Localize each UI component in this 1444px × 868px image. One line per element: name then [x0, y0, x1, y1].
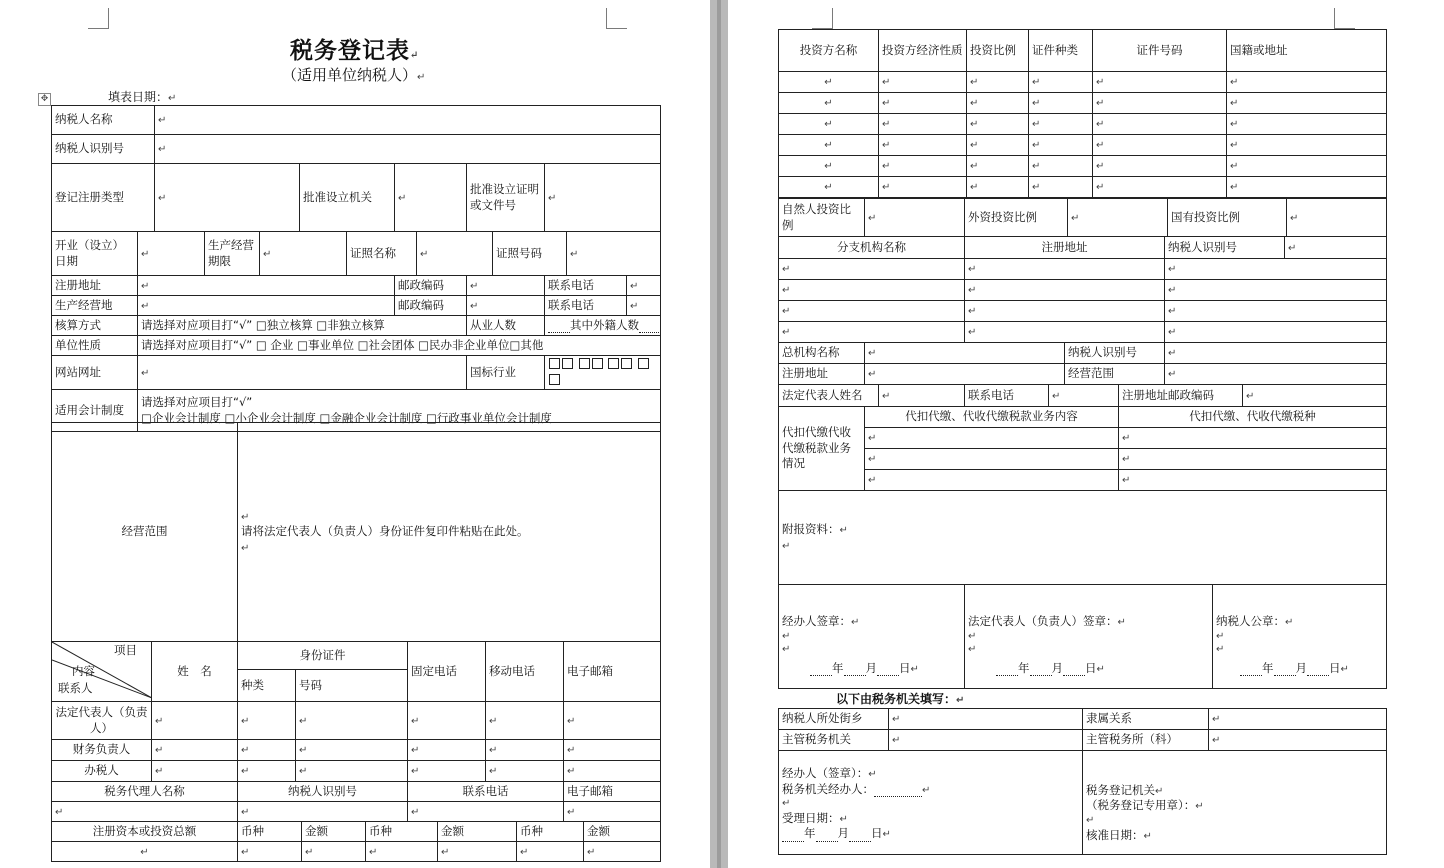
cert-type-cell[interactable]: ↵ [1029, 72, 1093, 93]
ratio-cell[interactable]: ↵ [967, 156, 1029, 177]
reg-type-field[interactable]: ↵ [155, 164, 300, 232]
website-field[interactable]: ↵ [138, 356, 467, 390]
withhold-content-header: 代扣代缴、代收代缴税款业务内容 [865, 407, 1119, 428]
reg-address-field[interactable]: ↵ [138, 276, 395, 296]
hq-id-field[interactable]: ↵ [1165, 343, 1387, 364]
finance-head-number[interactable]: ↵ [296, 740, 408, 761]
website-label: 网站网址 [52, 356, 138, 390]
econ-cell[interactable]: ↵ [879, 72, 967, 93]
legal-rep-email[interactable]: ↵ [564, 702, 661, 740]
tax-officer-fixed[interactable]: ↵ [408, 761, 486, 782]
cert-type-header: 证件种类 [1029, 30, 1093, 72]
branch-address-cell[interactable]: ↵ [965, 322, 1165, 343]
amount-label-3: 金额 [584, 822, 661, 842]
withhold-tax-header: 代扣代缴、代收代缴税种 [1119, 407, 1387, 428]
withhold-content-cell[interactable]: ↵ [865, 449, 1119, 470]
taxpayer-seal-block[interactable]: 纳税人公章：↵ ↵ ↵ 年 月 日↵ [1213, 585, 1387, 689]
currency-field-1[interactable]: ↵ [238, 842, 302, 862]
op-postcode-field[interactable]: ↵ [467, 296, 545, 316]
legal-rep-table [778, 384, 1387, 407]
cert-type-cell[interactable]: ↵ [1029, 177, 1093, 198]
acc-system-prompt: 请选择对应项目打“√” [141, 395, 253, 410]
name-header: 姓 名 [152, 642, 238, 702]
currency-label-2: 币种 [366, 822, 438, 842]
finance-head-fixed[interactable]: ↵ [408, 740, 486, 761]
reg-phone-label: 联系电话 [545, 276, 627, 296]
branch-table [778, 236, 1387, 343]
scope-label: 经营范围 [52, 423, 238, 642]
open-date-field[interactable]: ↵ [138, 232, 205, 276]
op-phone-field[interactable]: ↵ [627, 296, 661, 316]
investor-cell[interactable]: ↵ [779, 114, 879, 135]
reg-type-label: 登记注册类型 [52, 164, 155, 232]
fixed-phone-header: 固定电话 [408, 642, 486, 702]
legal-rep-name[interactable]: ↵ [152, 702, 238, 740]
table-row [779, 259, 1387, 280]
finance-head-label: 财务负责人 [52, 740, 152, 761]
cert-no-cell[interactable]: ↵ [1093, 135, 1227, 156]
branch-name-header: 分支机构名称 [779, 237, 965, 259]
currency-label-1: 币种 [238, 822, 302, 842]
op-address-field[interactable]: ↵ [138, 296, 395, 316]
cert-no-cell[interactable]: ↵ [1093, 72, 1227, 93]
acc-system-choices[interactable]: □企业会计制度 □小企业会计制度 □金融企业会计制度 □行政事业单位会计制度 [141, 410, 552, 425]
legal-sign-block[interactable]: 法定代表人（负责人）签章：↵ ↵ ↵ 年 月 日↵ [965, 585, 1213, 689]
tax-officer-kind[interactable]: ↵ [238, 761, 296, 782]
investment-ratio-table [778, 198, 1387, 237]
tax-officer-name[interactable]: ↵ [152, 761, 238, 782]
attachments-table [778, 490, 1387, 689]
nationality-cell[interactable]: ↵ [1227, 93, 1387, 114]
nationality-cell[interactable]: ↵ [1227, 156, 1387, 177]
legal-rep-name-label: 法定代表人姓名 [779, 385, 879, 407]
tax-authority-field[interactable]: ↵ [889, 730, 1083, 751]
cert-name-field[interactable]: ↵ [417, 232, 493, 276]
table-row [779, 470, 1387, 491]
registration-table-persons [51, 422, 661, 822]
id-paste-area[interactable]: ↵ 请将法定代表人（负责人）身份证件复印件粘贴在此处。 ↵ [238, 423, 661, 642]
id-number-header: 号码 [296, 670, 408, 702]
amount-label-2: 金额 [438, 822, 517, 842]
accounting-options[interactable]: 请选择对应项目打“√” □独立核算 □非独立核算 [138, 316, 467, 336]
branch-id-cell[interactable]: ↵ [1165, 301, 1387, 322]
finance-head-email[interactable]: ↵ [564, 740, 661, 761]
branch-address-header: 注册地址 [965, 237, 1165, 259]
tax-officer-email[interactable]: ↵ [564, 761, 661, 782]
nationality-header: 国籍或地址 [1227, 30, 1387, 72]
agent-id-field[interactable]: ↵ [238, 802, 408, 822]
diag-content-label: 内容 [72, 664, 95, 678]
hq-scope-label: 经营范围 [1065, 364, 1165, 385]
foreign-ratio-field[interactable]: ↵ [1068, 199, 1168, 237]
foreign-ratio-label: 外资投资比例 [965, 199, 1068, 237]
op-address-label: 生产经营地 [52, 296, 138, 316]
industry-code-boxes[interactable] [545, 356, 661, 390]
move-handle-icon[interactable]: ✥ [38, 93, 51, 106]
taxpayer-name-label: 纳税人名称 [52, 106, 155, 135]
page-corner-mark [88, 8, 109, 29]
state-ratio-label: 国有投资比例 [1168, 199, 1287, 237]
form-subtitle: （适用单位纳税人）↵ [282, 66, 426, 84]
approval-doc-field[interactable]: ↵ [545, 164, 661, 232]
form-title: 税务登记表↵ [290, 37, 420, 64]
capital-field[interactable]: ↵ [52, 842, 238, 862]
legal-rep-number[interactable]: ↵ [296, 702, 408, 740]
currency-field-2[interactable]: ↵ [366, 842, 438, 862]
tax-office-table [778, 708, 1387, 855]
reg-address-label: 注册地址 [52, 276, 138, 296]
nationality-cell[interactable]: ↵ [1227, 177, 1387, 198]
reg-postcode-label: 注册地址邮政编码 [1119, 385, 1243, 407]
legal-rep-label: 法定代表人（负责人） [52, 702, 152, 740]
tax-office-field[interactable]: ↵ [1209, 730, 1387, 751]
investor-cell[interactable]: ↵ [779, 72, 879, 93]
branch-id-extra[interactable]: ↵ [1285, 237, 1387, 259]
street-label: 纳税人所处街乡 [779, 709, 889, 730]
approval-org-label: 批准设立机关 [300, 164, 395, 232]
agent-email-label: 电子邮箱 [564, 782, 661, 802]
branch-id-cell[interactable]: ↵ [1165, 280, 1387, 301]
branch-name-cell[interactable]: ↵ [779, 322, 965, 343]
amount-field-3[interactable]: ↵ [584, 842, 661, 862]
table-row [779, 93, 1387, 114]
econ-cell[interactable]: ↵ [879, 156, 967, 177]
cert-type-cell[interactable]: ↵ [1029, 156, 1093, 177]
legal-rep-name-field[interactable]: ↵ [879, 385, 965, 407]
reg-postcode-label: 邮政编码 [395, 276, 467, 296]
hq-scope-field[interactable]: ↵ [1165, 364, 1387, 385]
nationality-cell[interactable]: ↵ [1227, 135, 1387, 156]
unit-nature-options[interactable]: 请选择对应项目打“√” □ 企业 □事业单位 □社会团体 □民办非企业单位□其他 [138, 336, 661, 356]
branch-name-cell[interactable]: ↵ [779, 259, 965, 280]
investor-table [778, 29, 1387, 198]
tax-authority-label: 主管税务机关 [779, 730, 889, 751]
legal-rep-mobile[interactable]: ↵ [486, 702, 564, 740]
reg-postcode-field[interactable]: ↵ [1243, 385, 1387, 407]
withhold-tax-cell[interactable]: ↵ [1119, 428, 1387, 449]
employees-label: 从业人数 [467, 316, 545, 336]
legal-rep-fixed[interactable]: ↵ [408, 702, 486, 740]
currency-label-3: 币种 [517, 822, 584, 842]
state-ratio-field[interactable]: ↵ [1287, 199, 1387, 237]
ratio-header: 投资比例 [967, 30, 1029, 72]
nationality-cell[interactable]: ↵ [1227, 114, 1387, 135]
taxpayer-name-field[interactable]: ↵ [155, 106, 661, 135]
ratio-cell[interactable]: ↵ [967, 72, 1029, 93]
hq-address-label: 注册地址 [779, 364, 865, 385]
withhold-label: 代扣代缴代收代缴税款业务情况 [779, 407, 865, 491]
amount-field-2[interactable]: ↵ [438, 842, 517, 862]
branch-address-cell[interactable]: ↵ [965, 301, 1165, 322]
branch-address-cell[interactable]: ↵ [965, 280, 1165, 301]
investor-cell[interactable]: ↵ [779, 135, 879, 156]
finance-head-kind[interactable]: ↵ [238, 740, 296, 761]
table-row [779, 156, 1387, 177]
withholding-table [778, 406, 1387, 491]
page-corner-mark [1334, 8, 1355, 29]
econ-cell[interactable]: ↵ [879, 93, 967, 114]
table-row [779, 449, 1387, 470]
cert-no-cell[interactable]: ↵ [1093, 93, 1227, 114]
agent-name-label: 税务代理人名称 [52, 782, 238, 802]
branch-id-header: 纳税人识别号 [1165, 237, 1285, 259]
hq-address-field[interactable]: ↵ [865, 364, 1065, 385]
agent-phone-field[interactable]: ↵ [408, 802, 564, 822]
cert-no-header: 证件号码 [1093, 30, 1227, 72]
ratio-cell[interactable]: ↵ [967, 93, 1029, 114]
ratio-cell[interactable]: ↵ [967, 114, 1029, 135]
page-right [728, 0, 1444, 868]
agent-phone-label: 联系电话 [408, 782, 564, 802]
ratio-cell[interactable]: ↵ [967, 177, 1029, 198]
op-period-field[interactable]: ↵ [260, 232, 347, 276]
capital-label: 注册资本或投资总额 [52, 822, 238, 842]
hq-id-label: 纳税人识别号 [1065, 343, 1165, 364]
agent-sign-block[interactable]: 经办人签章：↵ ↵ ↵ 年 月 日↵ [779, 585, 965, 689]
withhold-tax-cell[interactable]: ↵ [1119, 449, 1387, 470]
natural-ratio-label: 自然人投资比例 [779, 199, 865, 237]
open-date-label: 开业（设立）日期 [52, 232, 138, 276]
tax-officer-label: 办税人 [52, 761, 152, 782]
capital-table [51, 821, 661, 862]
foreign-staff[interactable]: 其中外籍人数 [545, 316, 661, 336]
cert-type-cell[interactable]: ↵ [1029, 135, 1093, 156]
amount-label-1: 金额 [302, 822, 366, 842]
id-kind-header: 种类 [238, 670, 296, 702]
branch-name-cell[interactable]: ↵ [779, 280, 965, 301]
street-field[interactable]: ↵ [889, 709, 1083, 730]
tax-officer-mobile[interactable]: ↵ [486, 761, 564, 782]
diag-item-label: 项目 [114, 643, 137, 657]
reg-authority-block[interactable]: 税务登记机关↵ （税务登记专用章）：↵ ↵ 核准日期：↵ [1083, 751, 1387, 855]
cert-type-cell[interactable]: ↵ [1029, 93, 1093, 114]
agent-email-field[interactable]: ↵ [564, 802, 661, 822]
withhold-tax-cell[interactable]: ↵ [1119, 470, 1387, 491]
unit-nature-label: 单位性质 [52, 336, 138, 356]
accounting-label: 核算方式 [52, 316, 138, 336]
agent-id-label: 纳税人识别号 [238, 782, 408, 802]
attachments-area[interactable]: 附报资料：↵ ↵ [779, 491, 1387, 585]
currency-field-3[interactable]: ↵ [517, 842, 584, 862]
agent-name-field[interactable]: ↵ [52, 802, 238, 822]
withhold-content-cell[interactable]: ↵ [865, 470, 1119, 491]
diagonal-header-cell [52, 642, 152, 702]
hq-name-field[interactable]: ↵ [865, 343, 1065, 364]
legal-rep-kind[interactable]: ↵ [238, 702, 296, 740]
nationality-cell[interactable]: ↵ [1227, 72, 1387, 93]
page-corner-mark [812, 8, 833, 29]
table-row [779, 428, 1387, 449]
acc-system-label: 适用会计制度 [52, 390, 138, 432]
id-doc-header: 身份证件 [238, 642, 408, 670]
table-row [779, 72, 1387, 93]
legal-rep-phone-label: 联系电话 [965, 385, 1049, 407]
finance-head-name[interactable]: ↵ [152, 740, 238, 761]
op-period-label: 生产经营期限 [205, 232, 260, 276]
table-row [779, 114, 1387, 135]
cert-no-cell[interactable]: ↵ [1093, 156, 1227, 177]
email-header: 电子邮箱 [564, 642, 661, 702]
cert-no-label: 证照号码 [493, 232, 567, 276]
finance-head-mobile[interactable]: ↵ [486, 740, 564, 761]
op-postcode-label: 邮政编码 [395, 296, 467, 316]
hq-table [778, 342, 1387, 385]
econ-cell[interactable]: ↵ [879, 135, 967, 156]
tax-office-header: 以下由税务机关填写：↵ [836, 692, 965, 706]
table-row [779, 280, 1387, 301]
legal-rep-phone-field[interactable]: ↵ [1049, 385, 1119, 407]
table-row [779, 135, 1387, 156]
amount-field-1[interactable]: ↵ [302, 842, 366, 862]
econ-cell[interactable]: ↵ [879, 177, 967, 198]
page-left [0, 0, 710, 868]
table-row [779, 322, 1387, 343]
branch-id-cell[interactable]: ↵ [1165, 322, 1387, 343]
fill-date-label: 填表日期：↵ [108, 90, 177, 104]
cert-no-cell[interactable]: ↵ [1093, 177, 1227, 198]
cert-no-cell[interactable]: ↵ [1093, 114, 1227, 135]
econ-nature-header: 投资方经济性质 [879, 30, 967, 72]
withhold-content-cell[interactable]: ↵ [865, 428, 1119, 449]
approval-org-field[interactable]: ↵ [395, 164, 467, 232]
table-row [779, 301, 1387, 322]
branch-id-cell[interactable]: ↵ [1165, 259, 1387, 280]
registration-table-main [51, 105, 661, 432]
taxpayer-id-label: 纳税人识别号 [52, 135, 155, 164]
natural-ratio-field[interactable]: ↵ [865, 199, 965, 237]
table-row [779, 177, 1387, 198]
tax-officer-number[interactable]: ↵ [296, 761, 408, 782]
investor-cell[interactable]: ↵ [779, 156, 879, 177]
page-corner-mark [606, 8, 627, 29]
reg-phone-field[interactable]: ↵ [627, 276, 661, 296]
econ-cell[interactable]: ↵ [879, 114, 967, 135]
reg-postcode-field[interactable]: ↵ [467, 276, 545, 296]
op-phone-label: 联系电话 [545, 296, 627, 316]
approval-doc-label: 批准设立证明或文件号 [467, 164, 545, 232]
tax-office-label: 主管税务所（科） [1083, 730, 1209, 751]
ratio-cell[interactable]: ↵ [967, 135, 1029, 156]
affiliation-field[interactable]: ↵ [1209, 709, 1387, 730]
investor-cell[interactable]: ↵ [779, 93, 879, 114]
investor-cell[interactable]: ↵ [779, 177, 879, 198]
mobile-header: 移动电话 [486, 642, 564, 702]
branch-name-cell[interactable]: ↵ [779, 301, 965, 322]
cert-name-label: 证照名称 [347, 232, 417, 276]
diag-contact-label: 联系人 [58, 681, 93, 695]
affiliation-label: 隶属关系 [1083, 709, 1209, 730]
handler-block[interactable]: 经办人（签章）：↵ 税务机关经办人： ↵ ↵ 受理日期：↵ 年 月 日↵ [779, 751, 1083, 855]
investor-header: 投资方名称 [779, 30, 879, 72]
cert-type-cell[interactable]: ↵ [1029, 114, 1093, 135]
page-divider [710, 0, 728, 868]
branch-address-cell[interactable]: ↵ [965, 259, 1165, 280]
industry-label: 国标行业 [467, 356, 545, 390]
cert-no-field[interactable]: ↵ [567, 232, 661, 276]
taxpayer-id-field[interactable]: ↵ [155, 135, 661, 164]
hq-name-label: 总机构名称 [779, 343, 865, 364]
